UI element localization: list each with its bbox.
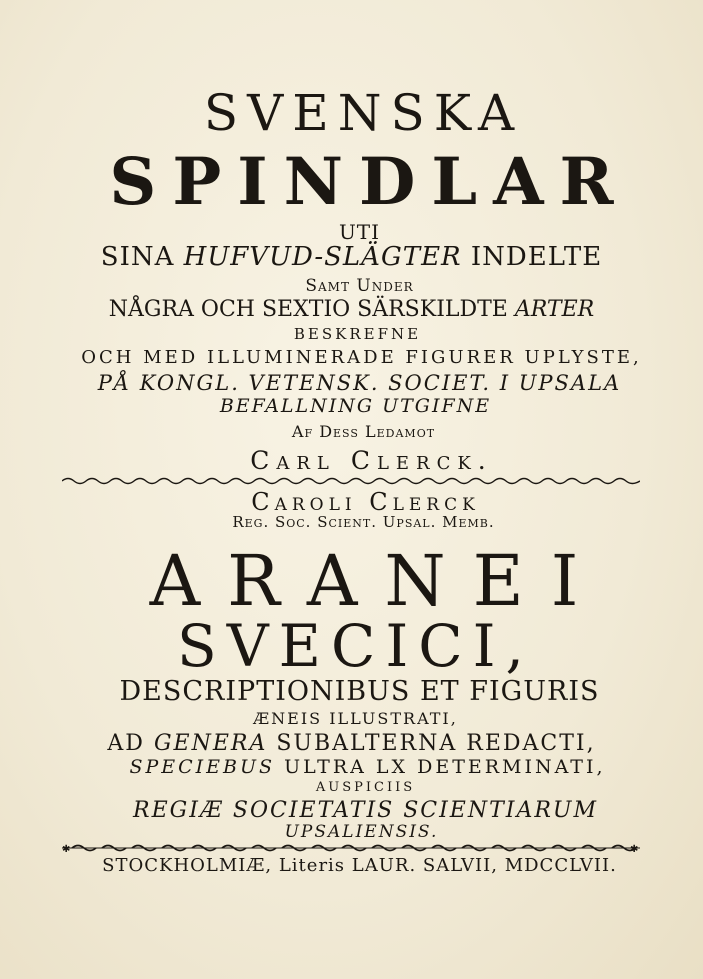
- sina-prefix: SINA: [100, 242, 184, 272]
- swedish-title-line2: SPINDLAR: [109, 144, 630, 220]
- regiae-line: REGIÆ SOCIETATIS SCIENTIARUM: [133, 798, 598, 823]
- befallning-line: BEFALLNING UTGIFNE: [219, 395, 492, 417]
- samt-under-line: Samt Under: [305, 276, 414, 296]
- latin-title-line1: ARANEI: [149, 540, 606, 622]
- society-line: Reg. Soc. Scient. Upsal. Memb.: [232, 513, 495, 531]
- swedish-author: Carl Clerck.: [250, 446, 493, 475]
- beskrefne-line: BESKREFNE: [293, 325, 422, 343]
- ad-italic: GENERA: [153, 731, 268, 756]
- latin-title-line2: SVECICI,: [177, 612, 534, 680]
- ad-genera-line: [0, 733, 703, 755]
- latin-author: Caroli Clerck: [251, 488, 480, 516]
- svg-text:✱: ✱: [630, 844, 639, 853]
- nagra-italic: ARTER: [514, 297, 595, 322]
- ornamental-rule-top: [62, 476, 640, 486]
- sina-italic: HUFVUD-SLÄGTER: [183, 242, 462, 272]
- uti-line: UTI: [338, 220, 381, 244]
- pa-kongl-line: PÅ KONGL. VETENSK. SOCIET. I UPSALA: [97, 371, 622, 395]
- nagra-prefix: NÅGRA OCH SEXTIO SÄRSKILDTE: [108, 297, 515, 322]
- aeneis-line: ÆNEIS ILLUSTRATI,: [253, 709, 458, 728]
- spec-italic: SPECIEBUS: [129, 756, 276, 778]
- ornamental-rule-bottom: [62, 843, 640, 853]
- sina-line: [0, 244, 703, 270]
- ad-suffix: SUBALTERNA REDACTI,: [267, 731, 596, 756]
- descriptionibus-line: DESCRIPTIONIBUS ET FIGURIS: [119, 676, 600, 707]
- nagra-line: [0, 299, 703, 321]
- af-dess-line: Af Dess Ledamot: [291, 422, 436, 441]
- swedish-title-line1: SVENSKA: [203, 84, 524, 142]
- speciebus-line: [0, 758, 703, 777]
- svg-text:✱: ✱: [62, 844, 71, 853]
- imprint-line: STOCKHOLMIÆ, Literis LAUR. SALVII, MDCCLVII.: [102, 855, 617, 876]
- auspiciis-line: AUSPICIIS: [315, 780, 416, 795]
- och-med-line: OCH MED ILLUMINERADE FIGURER UPLYSTE,: [81, 347, 642, 368]
- sina-suffix: INDELTE: [461, 242, 603, 272]
- upsaliensis-line: UPSALIENSIS.: [284, 822, 439, 842]
- ad-prefix: AD: [107, 731, 154, 756]
- spec-suffix: ULTRA LX DETERMINATI,: [275, 756, 606, 778]
